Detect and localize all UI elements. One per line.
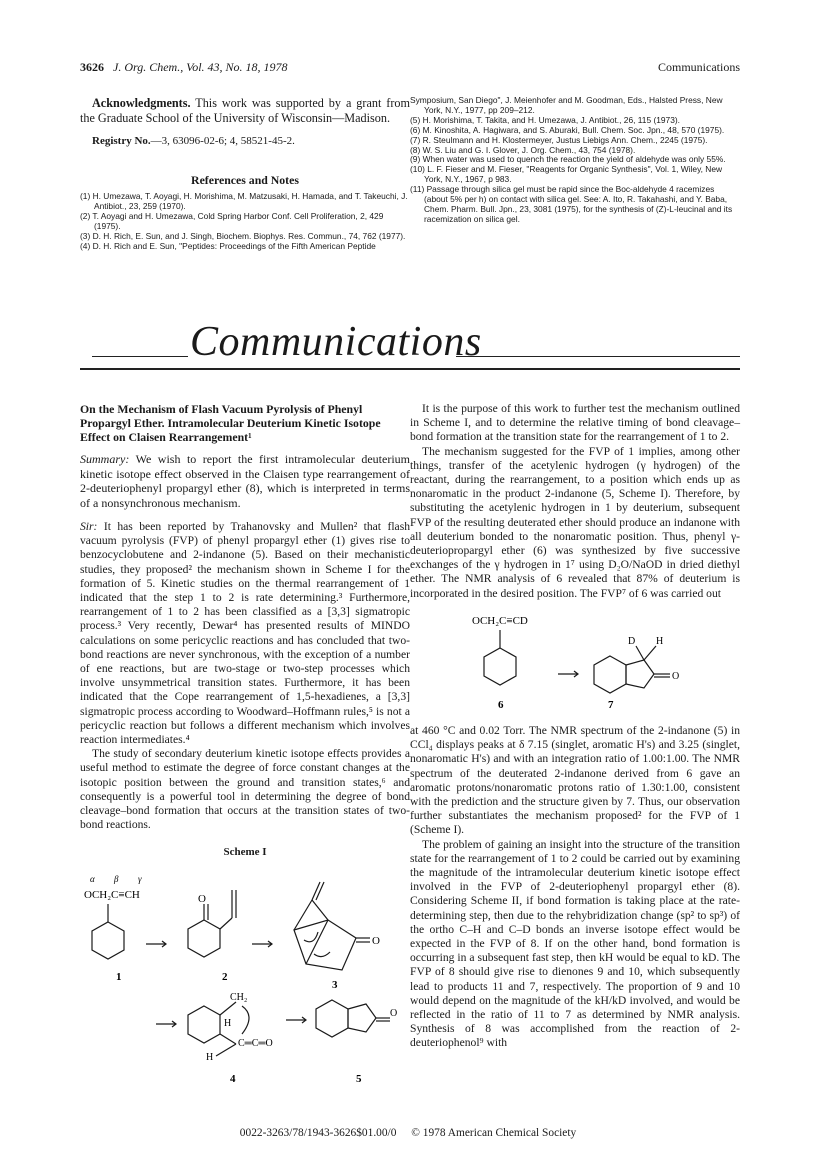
article-right-column-continued	[410, 724, 740, 1051]
greek-gamma: γ	[138, 874, 142, 884]
banner-rule-left	[92, 356, 188, 357]
compound-4-ketene: C═C═O	[238, 1038, 273, 1049]
compound-label-2: 2	[222, 971, 228, 983]
compound-label-5: 5	[356, 1073, 362, 1085]
compound-label-4: 4	[230, 1073, 236, 1085]
banner-title: Communications	[190, 319, 482, 365]
compound-3-oxygen: O	[372, 935, 380, 947]
article-code: 0022-3263/78/1943-3626$01.00/0	[239, 1127, 397, 1139]
compound-4-h: H	[224, 1018, 232, 1029]
running-header-left	[80, 60, 288, 75]
reference-item: (11) Passage through silica gel must be rapid since the Boc-aldehyde 4 racemizes (about 5% per h) on contact with silica gel. See: A. Ito, R. Takahashi, and Y. Baba, Chem. Pharm. Bull. Jpn., 23, 3081 (1975), for the synthesis of (Z)-L-leucinal and its racemization on silica gel.	[410, 184, 733, 224]
sir-text: It has been reported by Trahanovsky and Mullen² that flash vacuum pyrolysis (FVP) of phenyl propargyl ether (1) gives rise to benzocyclobutene and 2-indanone (5). Based on their mechanistic studies, they proposed² the mechanism shown in Scheme I for the formation of 5. Kinetic studies on the thermal rearrangement of 1 indicated that the step 1 to 2 is rate determining.³ Furthermore, rearrangement of 1 to 2 has been classified as a [3,3] sigmatropic process.³ Very recently, Dewar⁴ has presented results of MINDO calculations on some pericyclic reactions and has concluded that two-bond reactions are never synchronous, with the exception of a number of ene reactions, but are two-stage or two-step processes which involve unsymmetrical transition states. Furthermore, it has been indicated that the Cope rearrangement of 1,5-hexadienes, a [3,3] sigmatropic process according to Woodward–Hoffmann rules,⁵ is not a pericyclic reaction but follows a different mechanism which involves reaction intermediates.⁴	[80, 520, 411, 747]
reference-item: (3) D. H. Rich, E. Sun, and J. Singh, Biochem. Biophys. Res. Commun., 74, 762 (1977).	[80, 230, 406, 241]
article-left-column	[80, 402, 410, 832]
section-name: Communications	[658, 60, 740, 74]
reference-item: (5) H. Morishima, T. Takita, and H. Umezawa, J. Antibiot., 26, 115 (1973).	[410, 114, 680, 125]
greek-alpha: α	[90, 874, 95, 884]
page-number: 3626	[80, 60, 104, 74]
sir-label: Sir:	[80, 520, 98, 533]
compound-label-1: 1	[116, 971, 122, 983]
compound-1-formula: OCH₂C≡CH	[84, 889, 140, 901]
compound-6-formula: OCH₂C≡CD	[472, 615, 528, 627]
inline-scheme-diagram	[450, 608, 710, 718]
summary-paragraph	[80, 452, 410, 510]
acknowledgments-block	[80, 96, 410, 148]
page-footer	[0, 1127, 816, 1139]
nmr-paragraph: at 460 °C and 0.02 Torr. The NMR spectrum of the 2-indanone (5) in CCl₄ displays peaks at δ 7.15 (singlet, aromatic H's) and 3.25 (singlet, nonaromatic H's) and with an integration ratio of 1.00:1.00. The NMR spectrum of the deuterated 2-indanone derived from 6 gave an aromatic protons/nonaromatic protons ratio of 1.30:1.00, consistent with the prediction and the structure given by 7. Thus, our observation further substantiates the mechanism proposed² for the FVP of 1 (Scheme I).	[410, 724, 740, 837]
compound-label-3: 3	[332, 979, 338, 991]
journal-citation: J. Org. Chem., Vol. 43, No. 18, 1978	[113, 60, 288, 74]
compound-4-ch2: CH₂	[230, 992, 248, 1003]
scheme-i-diagram	[80, 860, 410, 1110]
registry-label: Registry No.	[92, 135, 151, 147]
acknowledgments-heading: Acknowledgments.	[92, 96, 191, 110]
compound-7-h: H	[656, 636, 664, 647]
article-right-column	[410, 402, 740, 601]
compound-2-oxygen: O	[198, 893, 206, 905]
compound-7-d: D	[628, 636, 636, 647]
acknowledgments-text: This work was supported by a grant from the Graduate School of the University of Wisconsin—Madison.	[80, 96, 410, 125]
registry-text: —3, 63096-02-6; 4, 58521-45-2.	[150, 135, 295, 147]
references-list-left	[80, 192, 410, 251]
mechanism-paragraph: The mechanism suggested for the FVP of 1 implies, among other things, transfer of the acetylenic hydrogen (γ hydrogen) of the reactant, during the rearrangement, to a position which ends up as nonaromatic in the product 2-indanone (5, Scheme I). Therefore, by substituting the acetylenic hydrogen in 1 by deuterium, subsequent FVP of the resulting deuterated ether should produce an indanone with all deuterium bonded to the nonaromatic position. Thus, phenyl γ-deuteriopropargyl ether (6) was synthesized by five successive exchanges of the γ hydrogen in 1⁷ using D₂O/NaOD in dried diethyl ether. The NMR analysis of 6 revealed that 87% of deuterium is incorporated in the desired position. The FVP⁷ of 6 was carried out	[410, 444, 740, 600]
sir-paragraph	[80, 520, 410, 747]
compound-4-h2: H	[206, 1052, 214, 1063]
reference-item: (4) D. H. Rich and E. Sun, "Peptides: Proceedings of the Fifth American Peptide	[80, 240, 376, 251]
reference-item: (7) R. Steulmann and H. Klostermeyer, Justus Liebigs Ann. Chem., 2245 (1975).	[410, 134, 708, 145]
study-paragraph: The study of secondary deuterium kinetic isotope effects provides a useful method to estimate the degree of force constant changes at the isotopic position between the ground and transition states,⁶ and consequently is a powerful tool in determining the degree of bond cleavage–bond formation that occurs at the transition states of two-bond reactions.	[80, 747, 410, 832]
compound-label-7: 7	[608, 699, 614, 711]
reference-item: (10) L. F. Fieser and M. Fieser, "Reagents for Organic Synthesis", Vol. 1, Wiley, New York, N.Y., 1967, p 983.	[410, 164, 723, 185]
problem-paragraph: The problem of gaining an insight into the structure of the transition state for the rearrangement of 1 to 2 could be carried out by examining the magnitude of the intramolecular deuterium kinetic isotope effect involved in the FVP of 2-deuteriophenyl propargyl ether (8). Considering Scheme II, if bond formation is taking place at the rate-determining step, then due to the rehybridization change (sp² to sp³) of the ortho C–H and C–D bonds an inverse isotope effect would be expected in the FVP of 8. If on the other hand, bond formation is occurring in a subsequent fast step, then kH would be equal to kD. The FVP of 8 should give rise to dienones 9 and 10, which subsequently lead to products 11 and 7, respectively. The proportion of 9 and 10 would depend on the magnitude of the kH/kD involved, and would be reflected in the ratio of 11 to 7 as determined by NMR analysis. Synthesis of 8 was accomplished from the reaction of 2-deuteriophenol⁹ with	[410, 837, 740, 1050]
references-heading: References and Notes	[191, 173, 299, 187]
reference-item: (8) W. S. Liu and G. I. Glover, J. Org. Chem., 43, 754 (1978).	[410, 144, 636, 155]
reference-item: Symposium, San Diego", J. Meienhofer and M. Goodman, Eds., Halsted Press, New York, N.Y., 1977, pp 209–212.	[410, 95, 723, 115]
purpose-paragraph: It is the purpose of this work to further test the mechanism outlined in Scheme I, and to determine the relative timing of bond cleavage–bond formation at the transition state for the rearrangement of 1 to 2.	[410, 402, 740, 444]
compound-5-oxygen: O	[390, 1008, 398, 1019]
copyright: © 1978 American Chemical Society	[411, 1127, 577, 1139]
scheme-title: Scheme I	[223, 846, 267, 858]
reference-item: (9) When water was used to quench the reaction the yield of aldehyde was only 55%.	[410, 154, 726, 165]
reference-item: (2) T. Aoyagi and H. Umezawa, Cold Spring Harbor Conf. Cell Proliferation, 2, 429 (1975).	[80, 210, 384, 231]
section-rule	[80, 368, 740, 370]
greek-beta: β	[114, 874, 119, 884]
banner-rule-right	[456, 356, 740, 357]
reference-item: (1) H. Umezawa, T. Aoyagi, H. Morishima, M. Matzusaki, H. Hamada, and T. Takeuchi, J. Antibiot., 23, 259 (1970).	[80, 191, 408, 211]
references-list-right	[410, 96, 740, 225]
summary-text: We wish to report the first intramolecular deuterium kinetic isotope effect observed in the Claisen type rearrangement of 2-deuteriophenyl propargyl ether (8), which is interpreted in terms of a nonsynchronous mechanism.	[80, 452, 410, 510]
summary-label: Summary:	[80, 452, 130, 466]
article-title: On the Mechanism of Flash Vacuum Pyrolysis of Phenyl Propargyl Ether. Intramolecular Deuterium Kinetic Isotope Effect on Claisen Rearrangement¹	[80, 402, 381, 444]
compound-7-oxygen: O	[672, 671, 680, 682]
reference-item: (6) M. Kinoshita, A. Hagiwara, and S. Aburaki, Bull. Chem. Soc. Jpn., 48, 570 (1975).	[410, 124, 725, 135]
compound-label-6: 6	[498, 699, 504, 711]
